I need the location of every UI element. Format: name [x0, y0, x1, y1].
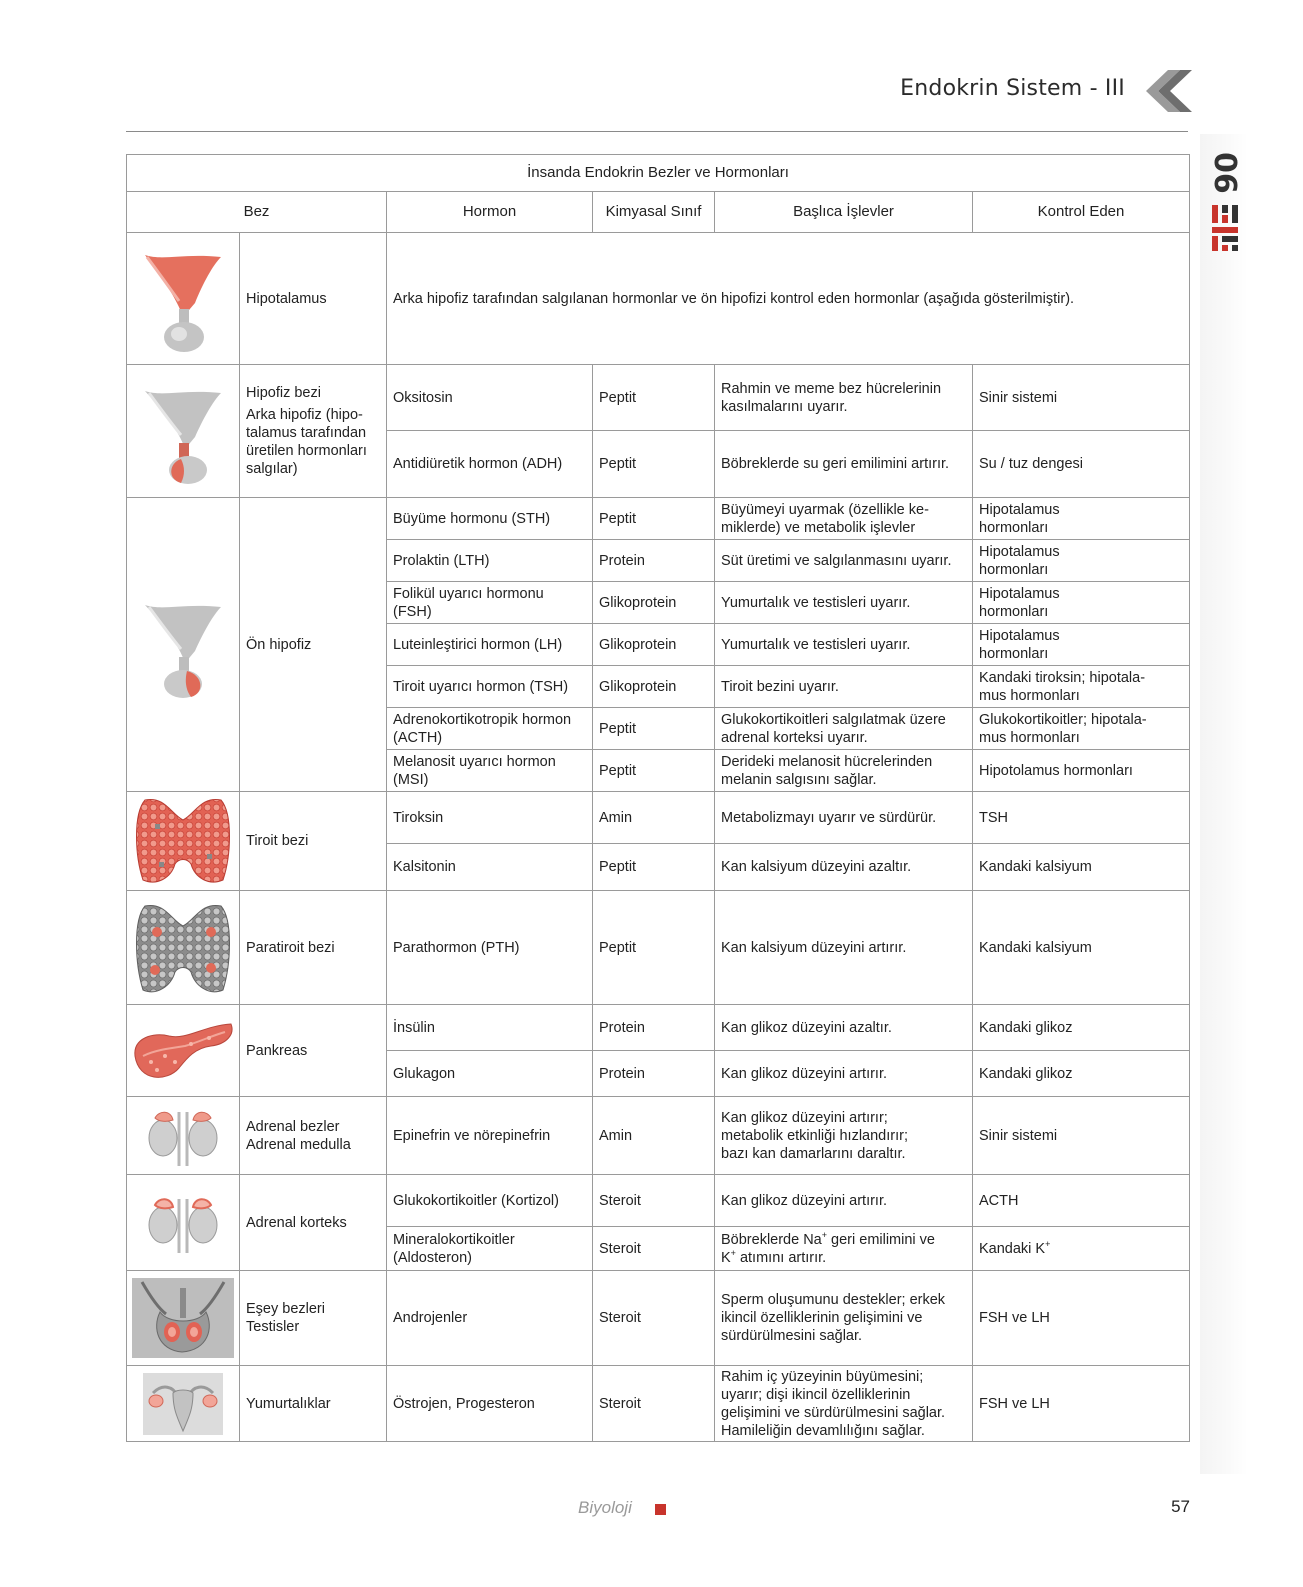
function-cell: Derideki melanosit hücrelerinden melanin salgısını sağlar.	[715, 750, 973, 792]
function-cell: Yumurtalık ve testisleri uyarır.	[715, 624, 973, 666]
table-row	[127, 1366, 1190, 1442]
control-cell: Kandaki glikoz	[973, 1005, 1190, 1051]
side-strip	[1200, 134, 1248, 1474]
class-cell: Steroit	[593, 1175, 715, 1227]
publisher-logo-icon	[1210, 203, 1240, 253]
hormone-cell: Adrenokortikotropik hormon (ACTH)	[387, 708, 593, 750]
testes-icon	[132, 1278, 234, 1358]
control-cell: ACTH	[973, 1175, 1190, 1227]
function-cell: Kan glikoz düzeyini artırır; metabolik etkinliği hızlandırır; bazı kan damarlarını daraltır.	[715, 1097, 973, 1175]
class-cell: Amin	[593, 1097, 715, 1175]
header-divider	[126, 131, 1188, 132]
gland-adrenal-cortex: Adrenal korteks	[240, 1175, 387, 1271]
function-cell: Kan kalsiyum düzeyini artırır.	[715, 891, 973, 1005]
parathyroid-icon	[131, 898, 235, 998]
function-cell: Süt üretimi ve salgılanmasını uyarır.	[715, 540, 973, 582]
class-cell: Glikoprotein	[593, 624, 715, 666]
hormone-cell: Melanosit uyarıcı hormon (MSI)	[387, 750, 593, 792]
column-header-control: Kontrol Eden	[973, 192, 1190, 233]
function-cell: Kan glikoz düzeyini artırır.	[715, 1051, 973, 1097]
pancreas-icon	[131, 1016, 235, 1086]
class-cell: Steroit	[593, 1271, 715, 1366]
function-cell: Glukokortikoitleri salgılatmak üzere adrenal korteksi uyarır.	[715, 708, 973, 750]
table-row	[127, 233, 1190, 365]
gland-pituitary: Hipofiz bezi	[246, 385, 321, 401]
gland-hypothalamus: Hipotalamus	[240, 233, 387, 365]
function-text: geri emilimini ve	[827, 1231, 935, 1248]
control-cell: Hipotolamus hormonları	[973, 750, 1190, 792]
hormone-cell: Östrojen, Progesteron	[387, 1366, 593, 1442]
class-cell: Protein	[593, 540, 715, 582]
control-cell: Kandaki glikoz	[973, 1051, 1190, 1097]
function-text: atımını artırır.	[735, 1249, 827, 1266]
hormone-cell: Luteinleştirici hormon (LH)	[387, 624, 593, 666]
table-row	[127, 1175, 1190, 1227]
superscript: +	[821, 1229, 828, 1240]
hormone-cell: Folikül uyarıcı hormonu (FSH)	[387, 582, 593, 624]
class-cell: Peptit	[593, 844, 715, 891]
class-cell: Peptit	[593, 750, 715, 792]
hormone-cell: Büyüme hormonu (STH)	[387, 498, 593, 540]
control-cell: Glukokortikoitler; hipotala- mus hormonları	[973, 708, 1190, 750]
gland-anterior-pituitary: Ön hipofiz	[240, 498, 387, 792]
table-caption: İnsanda Endokrin Bezler ve Hormonları	[127, 155, 1190, 192]
ovaries-icon	[143, 1373, 223, 1435]
control-cell: Kandaki tiroksin; hipotala- mus hormonları	[973, 666, 1190, 708]
hormone-cell: İnsülin	[387, 1005, 593, 1051]
superscript: +	[1045, 1238, 1051, 1249]
hormone-cell: Mineralokortikoitler (Aldosteron)	[387, 1227, 593, 1271]
control-cell	[973, 1227, 1190, 1271]
column-header-function: Başlıca İşlevler	[715, 192, 973, 233]
hormone-cell: Antidiüretik hormon (ADH)	[387, 431, 593, 498]
pituitary-icon	[133, 589, 233, 701]
function-cell: Sperm oluşumunu destekler; erkek ikincil özelliklerinin gelişimini ve sürdürülmesini sağlar.	[715, 1271, 973, 1366]
hormone-cell: Epinefrin ve nörepinefrin	[387, 1097, 593, 1175]
class-cell: Peptit	[593, 365, 715, 431]
adrenal-icon	[143, 1104, 223, 1168]
function-cell: Böbreklerde su geri emilimini artırır.	[715, 431, 973, 498]
class-cell: Steroit	[593, 1366, 715, 1442]
column-header-hormone: Hormon	[387, 192, 593, 233]
control-text: Kandaki K	[979, 1240, 1046, 1257]
function-cell	[715, 1227, 973, 1271]
function-cell: Kan kalsiyum düzeyini azaltır.	[715, 844, 973, 891]
table-row	[127, 498, 1190, 540]
page-number: 57	[1171, 1497, 1190, 1516]
hormone-cell: Parathormon (PTH)	[387, 891, 593, 1005]
endocrine-table	[126, 154, 1190, 1442]
gland-adrenal-medulla: Adrenal bezler Adrenal medulla	[240, 1097, 387, 1175]
control-cell: FSH ve LH	[973, 1271, 1190, 1366]
class-cell: Protein	[593, 1005, 715, 1051]
hormone-cell: Glukokortikoitler (Kortizol)	[387, 1175, 593, 1227]
footer-subject: Biyoloji	[578, 1498, 632, 1517]
hormone-cell: Tiroksin	[387, 792, 593, 844]
pituitary-icon	[133, 375, 233, 487]
function-text: K	[721, 1249, 731, 1266]
chapter-number: 06	[1207, 152, 1242, 194]
function-cell: Kan glikoz düzeyini azaltır.	[715, 1005, 973, 1051]
hormone-cell: Androjenler	[387, 1271, 593, 1366]
thyroid-icon	[131, 794, 235, 888]
table-row	[127, 891, 1190, 1005]
control-cell: Hipotalamus hormonları	[973, 498, 1190, 540]
function-cell: Rahmin ve meme bez hücrelerinin kasılmalarını uyarır.	[715, 365, 973, 431]
class-cell: Steroit	[593, 1227, 715, 1271]
control-cell: Sinir sistemi	[973, 365, 1190, 431]
table-row	[127, 365, 1190, 431]
page-title: Endokrin Sistem - III	[900, 76, 1125, 101]
class-cell: Amin	[593, 792, 715, 844]
class-cell: Peptit	[593, 498, 715, 540]
hypothalamus-icon	[133, 243, 233, 355]
class-cell: Peptit	[593, 708, 715, 750]
column-header-class: Kimyasal Sınıf	[593, 192, 715, 233]
gland-testes: Eşey bezleri Testisler	[240, 1271, 387, 1366]
control-cell: Hipotalamus hormonları	[973, 624, 1190, 666]
gland-parathyroid: Paratiroit bezi	[240, 891, 387, 1005]
hormone-cell: Glukagon	[387, 1051, 593, 1097]
table-row	[127, 792, 1190, 844]
hormone-cell: Kalsitonin	[387, 844, 593, 891]
class-cell: Peptit	[593, 891, 715, 1005]
function-cell: Yumurtalık ve testisleri uyarır.	[715, 582, 973, 624]
control-cell: FSH ve LH	[973, 1366, 1190, 1442]
gland-posterior-pituitary: Arka hipofiz (hipo- talamus tarafından üretilen hormonları salgılar)	[246, 407, 367, 477]
adrenal-icon	[143, 1191, 223, 1255]
function-cell: Rahim iç yüzeyinin büyümesini; uyarır; dişi ikincil özelliklerinin gelişimini ve sürdürülmesini sağlar. Hamileliğin devamlılığını sağlar.	[715, 1366, 973, 1442]
function-cell: Tiroit bezini uyarır.	[715, 666, 973, 708]
function-cell: Büyümeyi uyarmak (özellikle ke- miklerde) ve metabolik işlevler	[715, 498, 973, 540]
function-text: Böbreklerde Na	[721, 1231, 822, 1248]
control-cell: Su / tuz dengesi	[973, 431, 1190, 498]
class-cell: Protein	[593, 1051, 715, 1097]
hypothalamus-note: Arka hipofiz tarafından salgılanan hormonlar ve ön hipofizi kontrol eden hormonlar (aşağıda gösterilmiştir).	[387, 233, 1190, 365]
control-cell: TSH	[973, 792, 1190, 844]
hormone-cell: Prolaktin (LTH)	[387, 540, 593, 582]
table-row	[127, 1097, 1190, 1175]
gland-pancreas: Pankreas	[240, 1005, 387, 1097]
hormone-cell: Tiroit uyarıcı hormon (TSH)	[387, 666, 593, 708]
function-cell: Metabolizmayı uyarır ve sürdürür.	[715, 792, 973, 844]
class-cell: Glikoprotein	[593, 582, 715, 624]
control-cell: Kandaki kalsiyum	[973, 844, 1190, 891]
hormone-cell: Oksitosin	[387, 365, 593, 431]
control-cell: Kandaki kalsiyum	[973, 891, 1190, 1005]
gland-ovaries: Yumurtalıklar	[240, 1366, 387, 1442]
footer-square-icon	[655, 1504, 666, 1515]
table-row	[127, 1271, 1190, 1366]
class-cell: Peptit	[593, 431, 715, 498]
control-cell: Hipotalamus hormonları	[973, 582, 1190, 624]
chevron-left-icon	[1146, 68, 1192, 114]
table-row	[127, 1005, 1190, 1051]
control-cell: Sinir sistemi	[973, 1097, 1190, 1175]
gland-thyroid: Tiroit bezi	[240, 792, 387, 891]
column-header-gland: Bez	[127, 192, 387, 233]
control-cell: Hipotalamus hormonları	[973, 540, 1190, 582]
function-cell: Kan glikoz düzeyini artırır.	[715, 1175, 973, 1227]
superscript: +	[730, 1247, 736, 1258]
class-cell: Glikoprotein	[593, 666, 715, 708]
